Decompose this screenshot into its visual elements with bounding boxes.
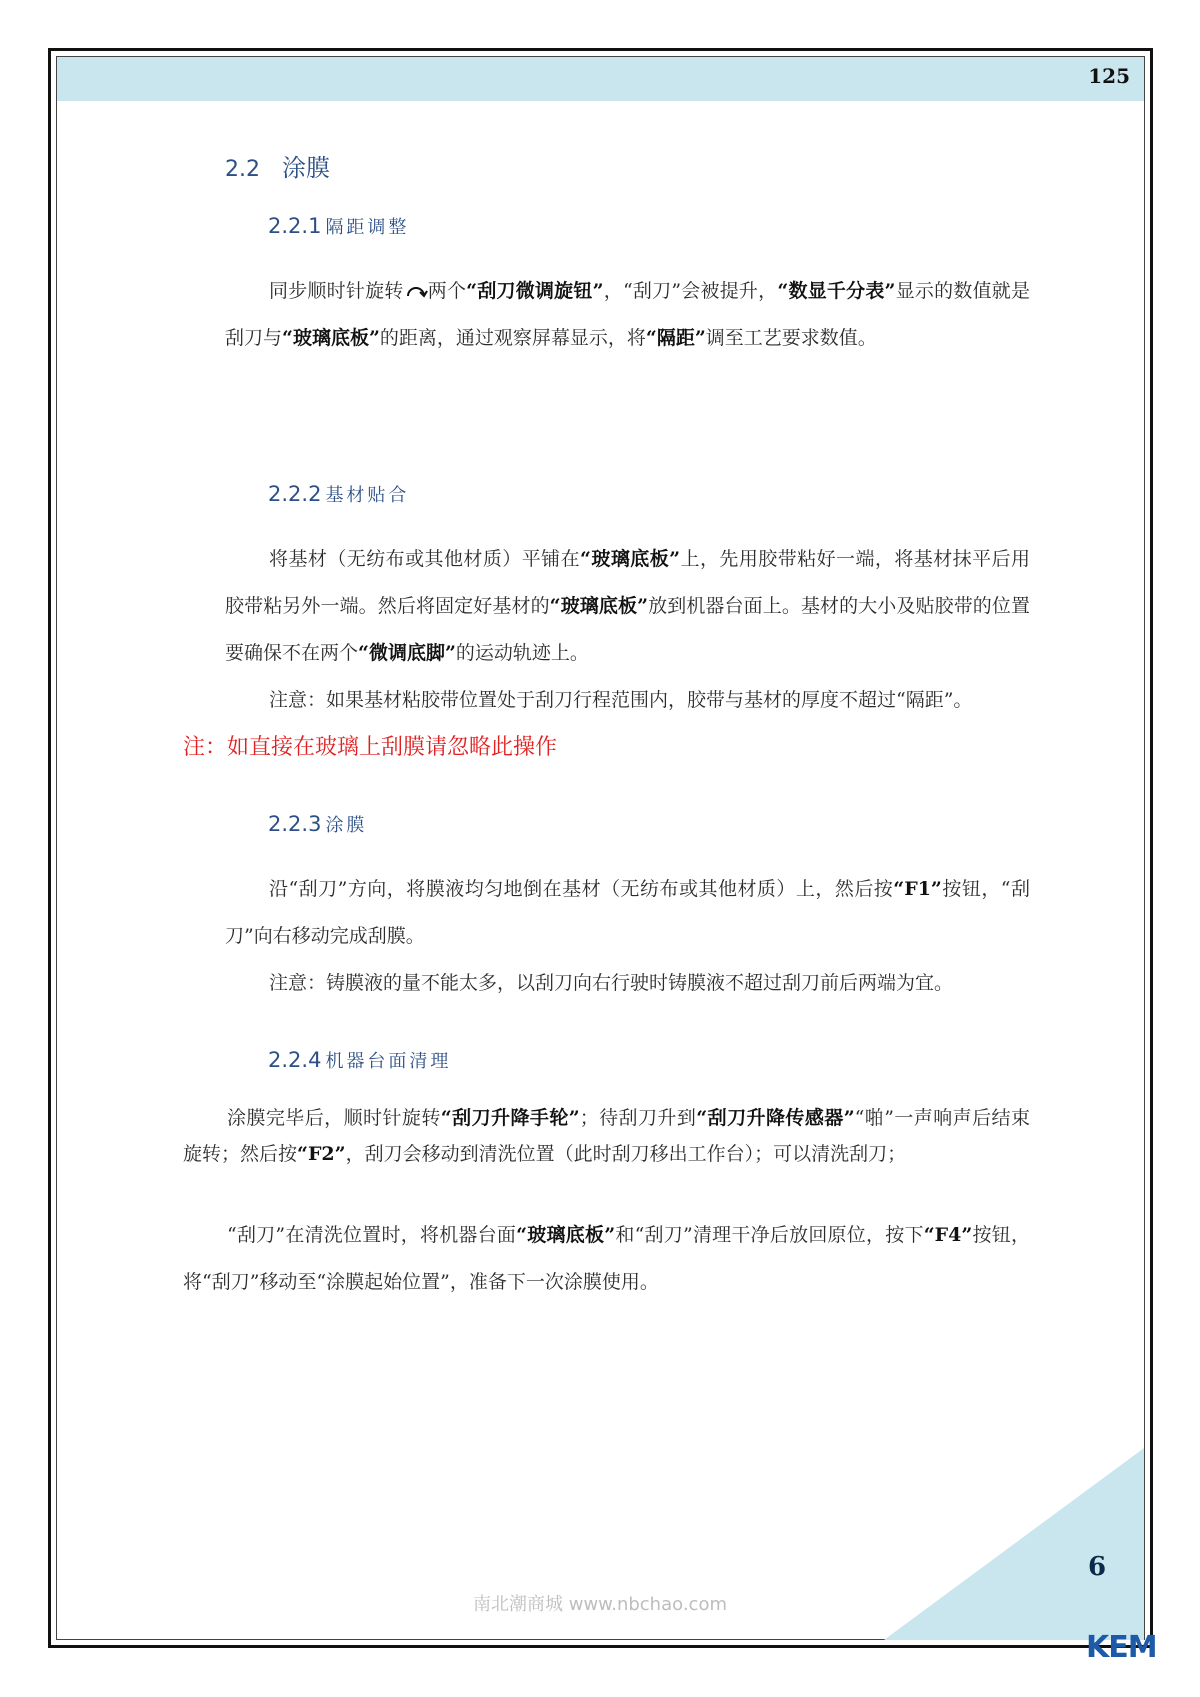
page-number: 125 — [1088, 64, 1130, 88]
subsection-number: 2.2.2 — [268, 482, 322, 506]
section-heading — [225, 148, 330, 183]
subsection-heading-224 — [268, 1047, 451, 1073]
note-222: 注意：如果基材粘胶带位置处于刮刀行程范围内，胶带与基材的厚度不超过“隔距”。 — [269, 689, 973, 711]
paragraph-224a: 涂膜完毕后，顺时针旋转“刮刀升降手轮”；待刮刀升到“刮刀升降传感器”“啪”一声响声后结束旋转；然后按“F2”，刮刀会移动到清洗位置（此时刮刀移出工作台）；可以清洗刮刀； — [183, 1107, 1030, 1165]
note-223: 注意：铸膜液的量不能太多，以刮刀向右行驶时铸膜液不超过刮刀前后两端为宜。 — [269, 972, 954, 994]
subsection-heading-222 — [268, 481, 409, 507]
subsection-title: 隔距调整 — [325, 217, 410, 238]
company-logo: KEM — [1086, 1630, 1157, 1665]
subsection-title: 基材贴合 — [325, 485, 410, 506]
subsection-number: 2.2.4 — [268, 1048, 322, 1072]
subsection-title: 机器台面清理 — [325, 1051, 452, 1072]
paragraph-224b: “刮刀”在清洗位置时，将机器台面“玻璃底板”和“刮刀”清理干净后放回原位，按下“F4”按钮，将“刮刀”移动至“涂膜起始位置”，准备下一次涂膜使用。 — [183, 1224, 1030, 1293]
subsection-number: 2.2.1 — [268, 214, 322, 238]
subsection-heading-223 — [268, 811, 367, 837]
paragraph-222: 将基材（无纺布或其他材质）平铺在“玻璃底板”上，先用胶带粘好一端，将基材抹平后用胶带粘另外一端。然后将固定好基材的“玻璃底板”放到机器台面上。基材的大小及贴胶带的位置要确保不在两个“微调底脚”的运动轨迹上。 — [225, 548, 1030, 664]
rotate-clockwise-icon — [404, 278, 428, 300]
paragraph-221: 同步顺时针旋转 两个“刮刀微调旋钮”，“刮刀”会被提升，“数显千分表”显示的数值就是刮刀与“玻璃底板”的距离，通过观察屏幕显示，将“隔距”调至工艺要求数值。 — [225, 280, 1031, 349]
subsection-heading-221 — [268, 213, 409, 239]
subsection-title: 涂膜 — [325, 815, 368, 836]
section-title: 涂膜 — [282, 154, 330, 182]
paragraph-223: 沿“刮刀”方向，将膜液均匀地倒在基材（无纺布或其他材质）上，然后按“F1”按钮，“刮刀”向右移动完成刮膜。 — [225, 878, 1030, 947]
section-number: 2.2 — [225, 157, 260, 182]
watermark: 南北潮商城 www.nbchao.com — [473, 1594, 727, 1615]
red-note: 注：如直接在玻璃上刮膜请忽略此操作 — [183, 735, 558, 760]
subsection-number: 2.2.3 — [268, 812, 322, 836]
corner-digit: 6 — [1088, 1552, 1107, 1582]
